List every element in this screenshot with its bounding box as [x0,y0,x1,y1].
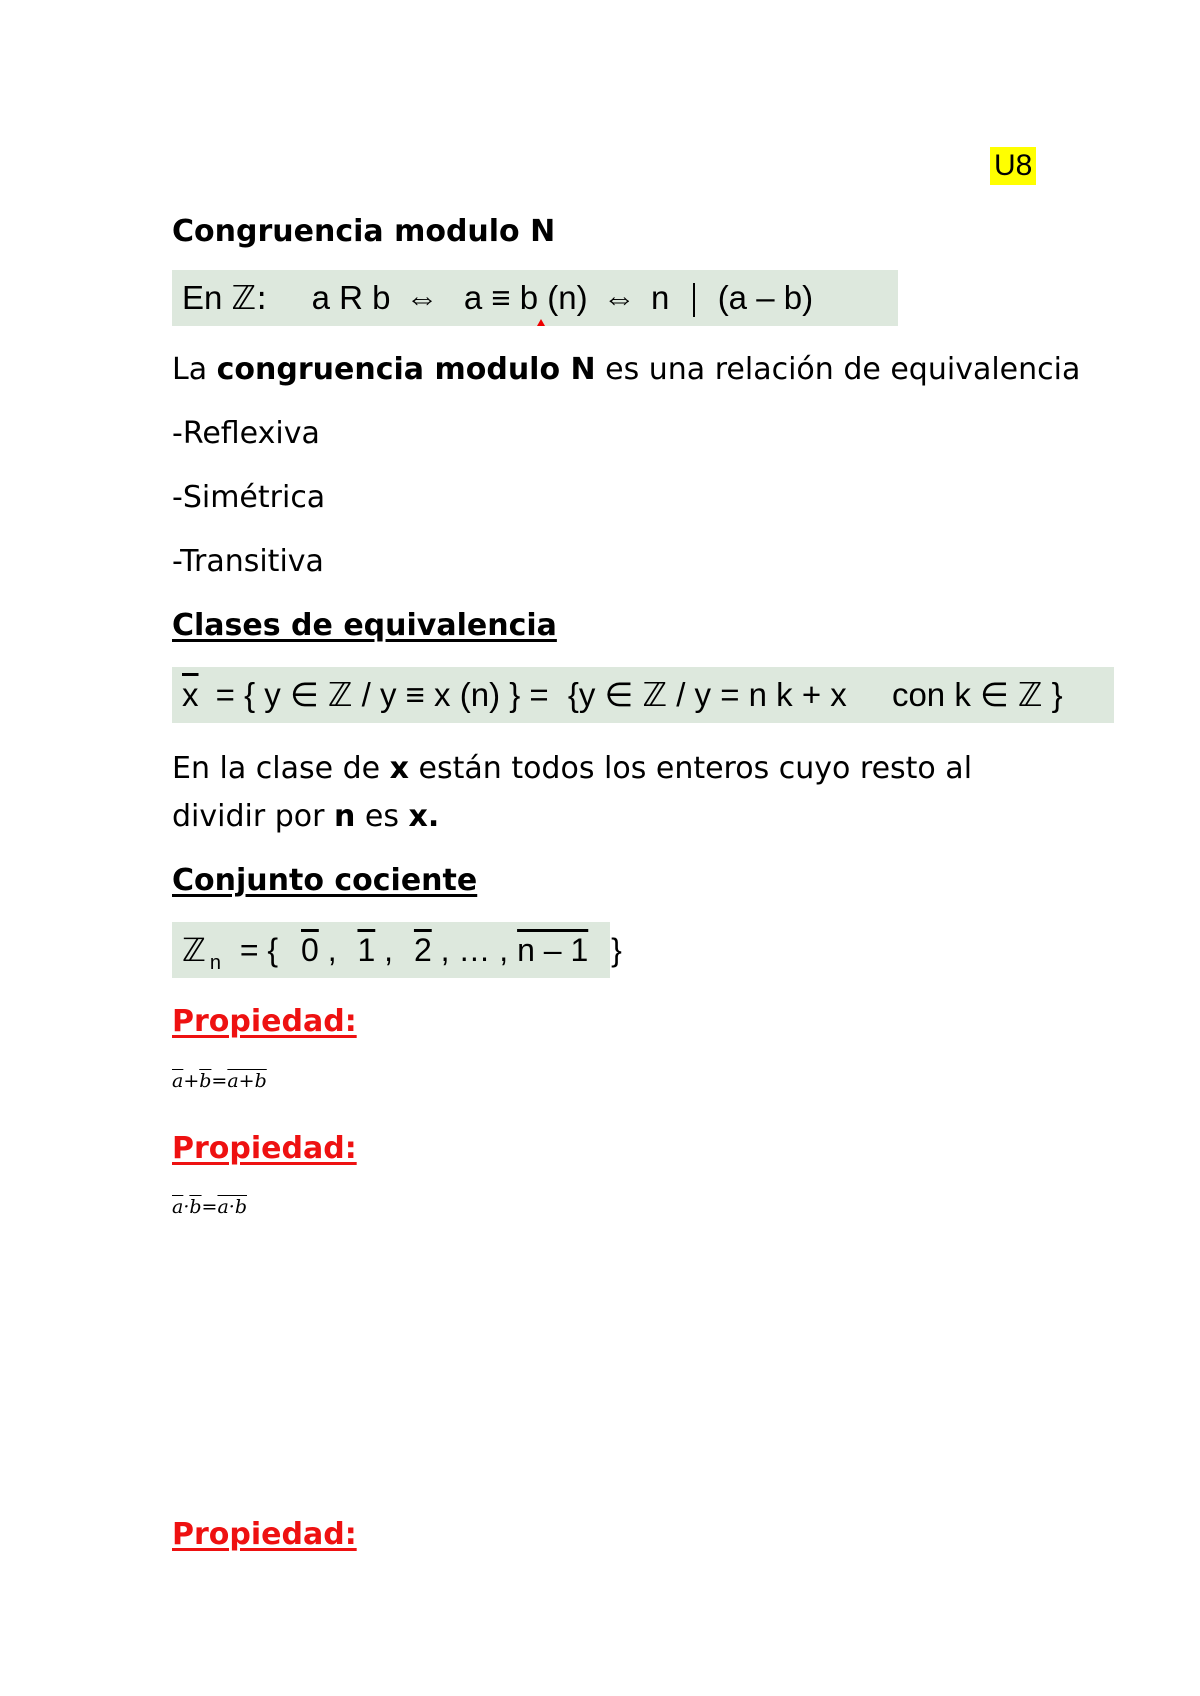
formula-dot: · [183,1196,190,1218]
congruence-formula [172,270,898,326]
formula-subscript-n: n [209,952,221,974]
formula-equals: = [211,1070,228,1092]
formula-close-brace: } [611,932,622,968]
formula-part-1: = { y ∈ ℤ / y ≡ x (n) } = [215,676,549,713]
property-formula-product [172,1196,247,1218]
equivalence-paragraph [172,352,1080,388]
paragraph-text: es una relación de equivalencia [595,352,1081,387]
formula-integers-symbol: ℤ: [231,278,268,317]
class-paragraph-line-1 [172,751,972,787]
formula-en: En [182,279,223,316]
formula-b-bar: $\overline{b}$ [189,1196,202,1218]
formula-iff-2: ⇔ [602,279,636,316]
property-heading-1: Propiedad: [172,1004,357,1039]
list-item: -Simétrica [172,480,326,515]
formula-relation: a R b [311,279,391,316]
formula-sum-bar: a+b [227,1070,267,1092]
divides-bar [693,283,695,317]
heading-quotient-set: Conjunto cociente [172,863,478,898]
heading-equivalence-classes: Clases de equivalencia [172,608,557,643]
formula-n: n [650,279,670,316]
formula-class-n-minus-1: n – 1 [517,932,589,968]
formula-comma: , [384,932,394,968]
formula-a: a [463,279,483,316]
formula-comma: , [327,932,337,968]
formula-a-minus-b: (a – b) [717,279,814,316]
formula-product-bar: a·b [217,1196,247,1218]
page-title: Congruencia modulo N [172,214,556,249]
class-paragraph-line-2 [172,799,439,835]
property-formula-sum [172,1070,267,1092]
formula-class-1: 1 [357,932,376,968]
formula-class-0: 0 [301,932,319,968]
formula-a-bar: $\overline{a}$ [172,1070,184,1092]
list-item: -Reflexiva [172,416,320,451]
formula-equals: = [201,1196,218,1218]
formula-a-bar: $\overline{a}$ [172,1196,184,1218]
formula-class-2: 2 [413,932,432,968]
red-marker-icon [537,319,545,326]
property-heading-2: Propiedad: [172,1131,357,1166]
list-item: -Transitiva [172,544,324,579]
unit-tag: U8 [990,147,1036,185]
paragraph-text: es [355,799,409,834]
property-heading-3: Propiedad: [172,1517,357,1552]
formula-plus: + [183,1070,200,1092]
paragraph-bold: x. [408,799,440,834]
formula-equiv: ≡ [491,279,511,316]
paragraph-text: La [172,352,217,387]
paragraph-bold: n [333,799,356,834]
quotient-set-formula [172,922,622,978]
formula-iff-1: ⇔ [405,279,439,316]
paragraph-text: En la clase de [172,751,390,786]
paragraph-bold: congruencia modulo N [216,352,596,387]
paragraph-text: están todos los enteros cuyo resto al [409,751,973,786]
formula-integers-symbol: ℤ [182,931,206,969]
formula-ellipsis: , … , [440,932,509,968]
formula-x-bar: $\overline{x}$ [182,676,199,713]
formula-open-brace: = { [239,932,279,968]
formula-part-2: {y ∈ ℤ / y = n k + x [567,676,847,713]
formula-b-mod-n: b (n) [519,279,588,316]
equivalence-class-formula [172,667,1114,723]
formula-b-bar: $\overline{b}$ [199,1070,212,1092]
paragraph-bold: x [389,751,409,786]
formula-part-3: con k ∈ ℤ } [891,676,1063,713]
paragraph-text: dividir por [172,799,334,834]
